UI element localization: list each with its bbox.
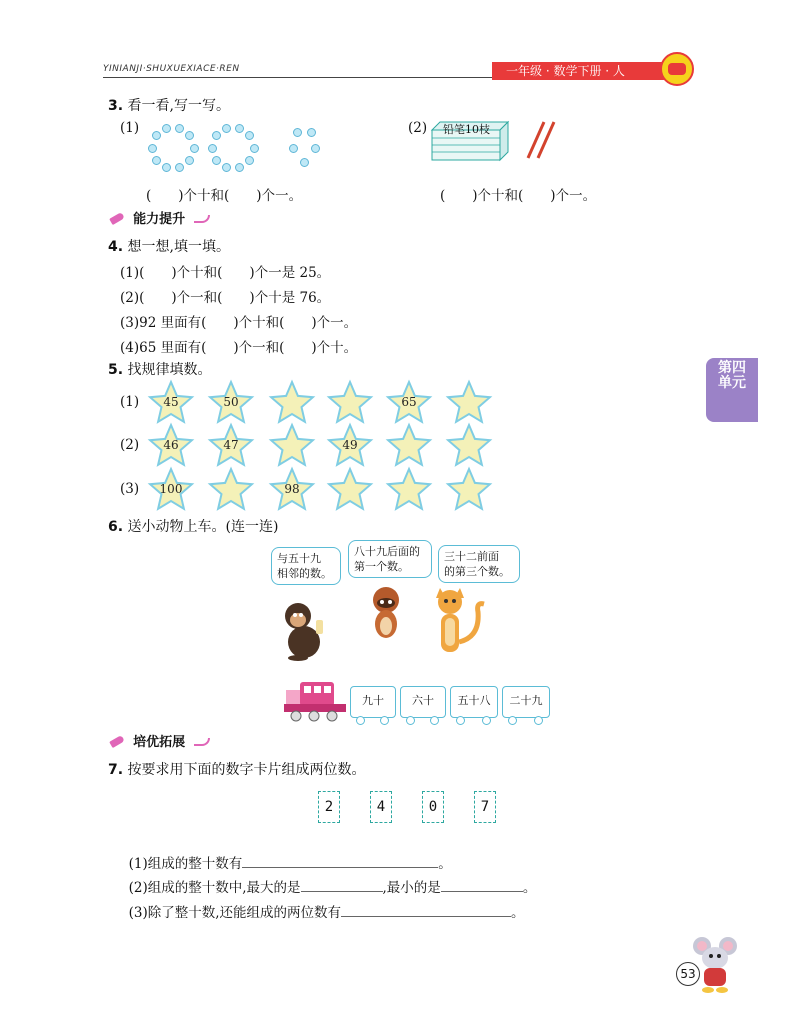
digit-card-4: 4	[370, 791, 392, 823]
q3-title-text: 看一看,写一写。	[127, 98, 230, 114]
star-icon[interactable]	[267, 422, 317, 468]
bead-icon	[162, 163, 171, 172]
wheel-icon	[380, 716, 389, 725]
star-icon[interactable]	[444, 379, 494, 425]
pen-icon	[109, 212, 125, 225]
bead-icon	[212, 131, 221, 140]
star-value: 65	[401, 395, 417, 409]
wheel-icon	[456, 716, 465, 725]
bead-icon	[185, 131, 194, 140]
pen-icon	[109, 735, 125, 748]
digit-card-2: 2	[318, 791, 340, 823]
q7-line-3-end: 。	[511, 905, 525, 921]
star-icon[interactable]	[325, 466, 375, 512]
star-icon[interactable]	[444, 422, 494, 468]
page-number: 53	[676, 962, 700, 986]
bubble-3-line-1: 三十二前面	[444, 550, 499, 563]
q3-number: 3.	[108, 98, 124, 114]
q7-line-3-text: (3)除了整十数,还能组成的两位数有	[128, 905, 342, 921]
wheel-icon	[482, 716, 491, 725]
q3-p2-label: (2)	[408, 120, 428, 136]
bubble-1-line-2: 相邻的数。	[277, 567, 332, 580]
bead-icon	[222, 124, 231, 133]
bead-icon	[208, 144, 217, 153]
q7-line-2-text-b: ,最小的是	[382, 880, 441, 896]
wheel-icon	[356, 716, 365, 725]
train-engine-icon	[282, 678, 350, 722]
q7-title	[108, 759, 366, 779]
wheel-icon	[534, 716, 543, 725]
train-car-1[interactable]	[350, 686, 396, 718]
raccoon-icon	[364, 584, 408, 644]
swirl-icon	[194, 738, 210, 746]
bead-icon	[185, 156, 194, 165]
bead-icon	[307, 128, 316, 137]
train-car-3-label: 五十八	[457, 694, 491, 707]
train-car-4-label: 二十九	[509, 694, 543, 707]
train-car-3[interactable]	[450, 686, 498, 718]
star-value: 45	[163, 395, 179, 409]
star-icon[interactable]	[267, 379, 317, 425]
answer-blank[interactable]	[341, 904, 511, 917]
star-icon[interactable]	[206, 466, 256, 512]
q7-line-1-end: 。	[438, 856, 452, 872]
star-icon[interactable]	[444, 466, 494, 512]
cat-icon	[430, 582, 490, 658]
q7-title-text: 按要求用下面的数字卡片组成两位数。	[127, 762, 366, 778]
q4-line-3: (3)92 里面有( )个十和( )个一。	[120, 315, 358, 331]
train-car-1-label: 九十	[362, 694, 384, 707]
star-icon[interactable]	[384, 466, 434, 512]
q4-number: 4.	[108, 239, 124, 255]
q3-title	[108, 95, 230, 115]
digit-card-7: 7	[474, 791, 496, 823]
q3-p1-label: (1)	[120, 120, 140, 136]
train-car-2-label: 六十	[412, 694, 434, 707]
header-banner: 一年级 · 数学下册 · 人	[492, 62, 672, 80]
train-car-2[interactable]	[400, 686, 446, 718]
bead-icon	[250, 144, 259, 153]
header-pinyin: YINIANJI·SHUXUEXIACE·REN	[103, 64, 240, 74]
q4-line-2: (2)( )个一和( )个十是 76。	[120, 290, 331, 306]
book-logo-icon	[660, 52, 694, 86]
q7-line-3	[120, 885, 525, 921]
bead-icon	[235, 124, 244, 133]
q5-row-label: (3)	[120, 481, 140, 497]
star-value: 49	[342, 438, 358, 452]
q4-line-4: (4)65 里面有( )个一和( )个十。	[120, 340, 358, 356]
unit-side-tab	[706, 358, 758, 422]
bead-icon	[212, 156, 221, 165]
monkey-icon	[276, 598, 336, 662]
bead-rings-illustration	[145, 118, 345, 178]
q6-title	[108, 516, 278, 536]
wheel-icon	[406, 716, 415, 725]
bead-icon	[148, 144, 157, 153]
speech-bubble-monkey	[271, 547, 341, 585]
q5-title-text: 找规律填数。	[127, 362, 212, 378]
digit-card-0: 0	[422, 791, 444, 823]
star-value: 100	[159, 482, 183, 496]
q5-number: 5.	[108, 362, 124, 378]
q3-p2-answer: ( )个十和( )个一。	[440, 188, 597, 204]
bead-icon	[175, 124, 184, 133]
star-icon[interactable]	[325, 379, 375, 425]
bead-icon	[293, 128, 302, 137]
bubble-1-line-1: 与五十九	[277, 552, 321, 565]
speech-bubble-cat	[438, 545, 520, 583]
star-value: 46	[163, 438, 179, 452]
bead-icon	[245, 131, 254, 140]
bead-icon	[152, 156, 161, 165]
star-value: 98	[284, 482, 300, 496]
q5-row-label: (1)	[120, 394, 140, 410]
q7-line-1-text: (1)组成的整十数有	[128, 856, 243, 872]
bead-icon	[162, 124, 171, 133]
bubble-3-line-2: 的第三个数。	[444, 565, 510, 578]
swirl-icon	[194, 215, 210, 223]
section-extension-label: 培优拓展	[133, 735, 186, 750]
bead-icon	[235, 163, 244, 172]
pencil-box-label: 铅笔10枝	[443, 123, 490, 136]
section-ability	[110, 208, 210, 228]
bubble-2-line-1: 八十九后面的	[354, 545, 420, 558]
train-car-4[interactable]	[502, 686, 550, 718]
q7-line-2-text-a: (2)组成的整十数中,最大的是	[128, 880, 301, 896]
bead-icon	[222, 163, 231, 172]
q5-row-label: (2)	[120, 437, 140, 453]
wheel-icon	[430, 716, 439, 725]
q4-title-text: 想一想,填一填。	[127, 239, 230, 255]
section-ability-label: 能力提升	[133, 212, 186, 227]
q6-title-text: 送小动物上车。(连一连)	[127, 519, 279, 535]
star-icon[interactable]	[384, 422, 434, 468]
speech-bubble-raccoon	[348, 540, 432, 578]
section-extension	[110, 731, 210, 751]
q5-title	[108, 359, 212, 379]
unit-tab-line-1: 第四	[718, 360, 746, 376]
bead-icon	[245, 156, 254, 165]
bead-icon	[190, 144, 199, 153]
wheel-icon	[508, 716, 517, 725]
bubble-2-line-2: 第一个数。	[354, 560, 409, 573]
bead-icon	[175, 163, 184, 172]
star-value: 47	[223, 438, 239, 452]
q4-title	[108, 236, 230, 256]
bead-icon	[152, 131, 161, 140]
q6-number: 6.	[108, 519, 124, 535]
unit-tab-line-2: 单元	[718, 375, 746, 391]
q7-line-2-end: 。	[522, 880, 537, 896]
q7-number: 7.	[108, 762, 124, 778]
mouse-mascot-icon	[690, 934, 740, 994]
bead-icon	[311, 144, 320, 153]
bead-icon	[289, 144, 298, 153]
q3-p1-answer: ( )个十和( )个一。	[146, 188, 303, 204]
q4-line-1: (1)( )个十和( )个一是 25。	[120, 265, 331, 281]
bead-icon	[300, 158, 309, 167]
star-value: 50	[223, 395, 239, 409]
